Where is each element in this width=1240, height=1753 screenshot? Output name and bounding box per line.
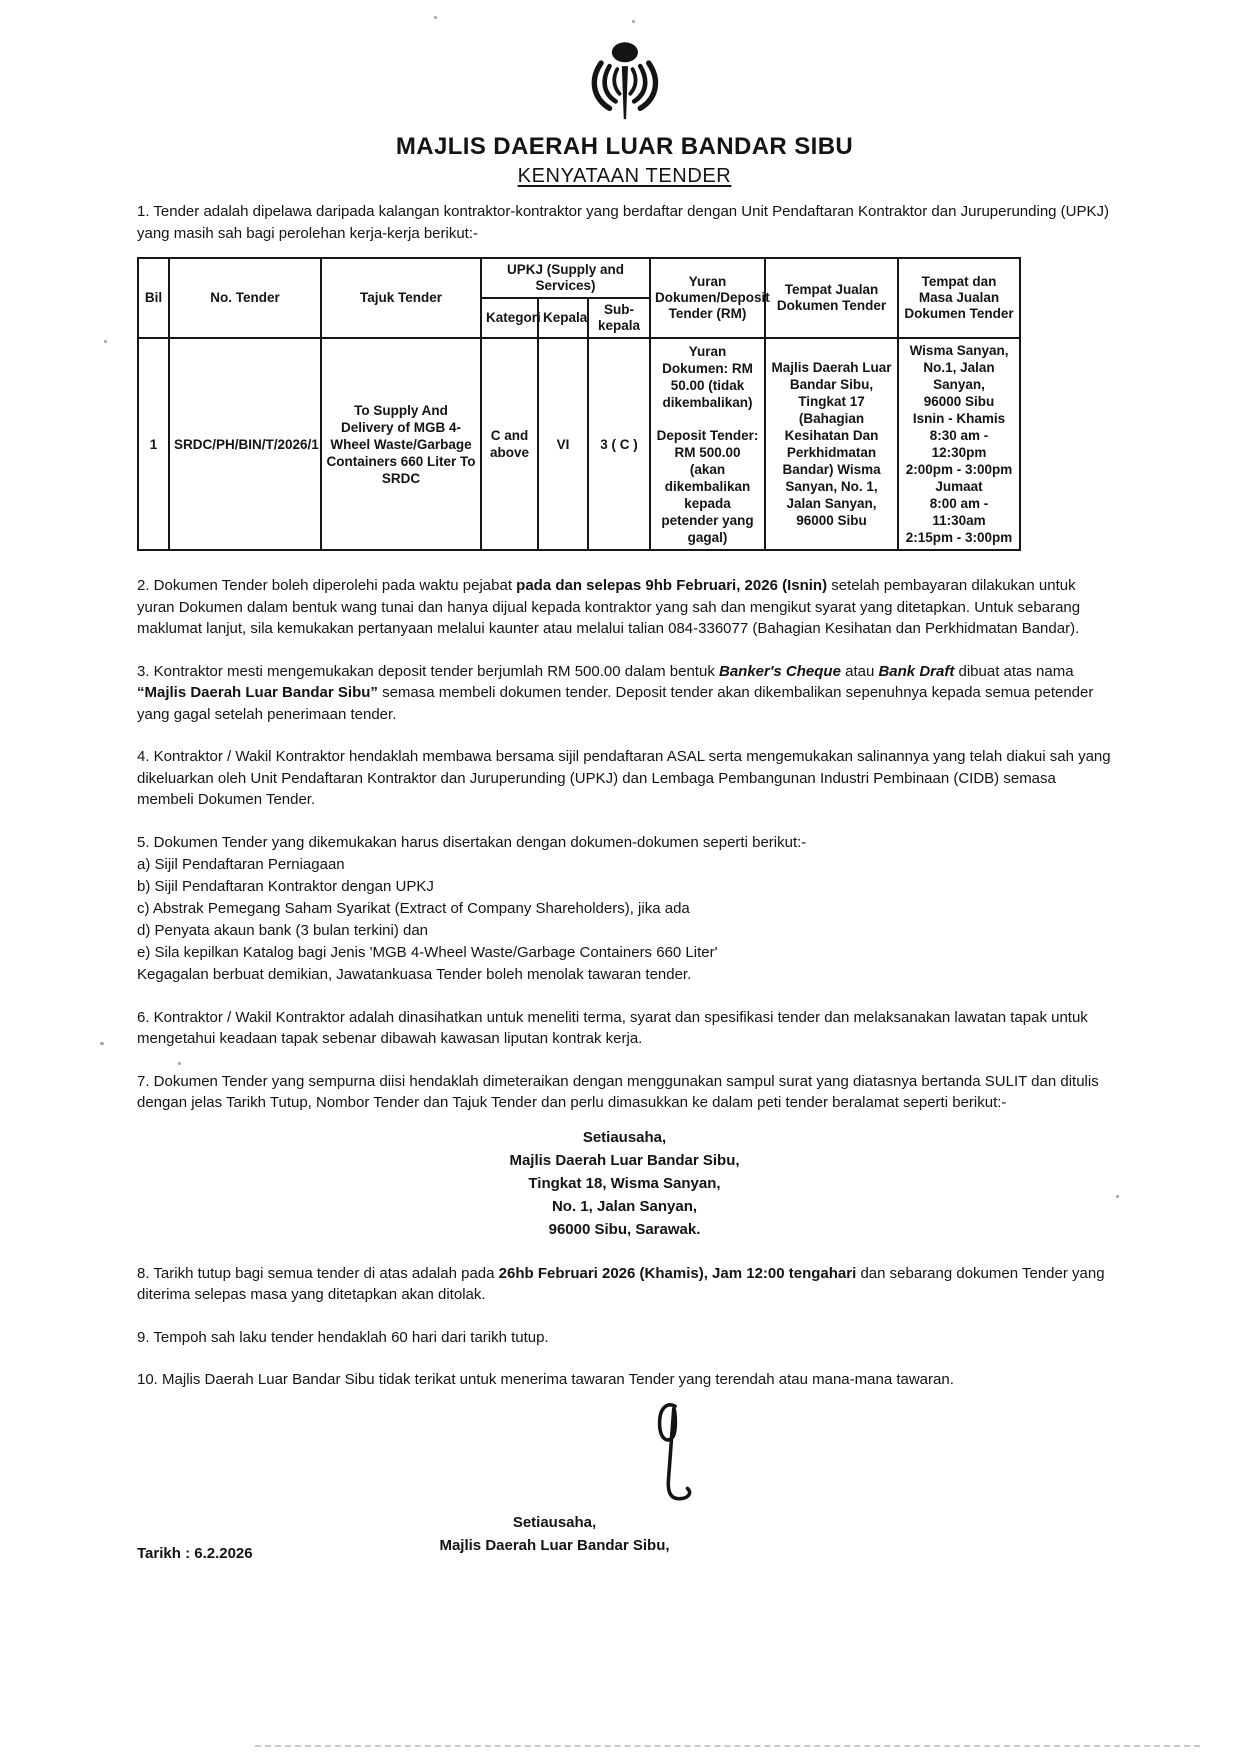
paragraph-6: 6. Kontraktor / Wakil Kontraktor adalah dinasihatkan untuk meneliti terma, syarat dan spesifikasi tender dan melaksanakan lawatan tapak untuk mengetahui keadaan tapak sebenar dibawah kawasan liputan kontrak kerja. xyxy=(137,1008,1088,1047)
scan-speck xyxy=(100,1042,104,1045)
col-header-sub-kepala: Sub-kepala xyxy=(588,298,650,338)
cell-tempat-masa: Wisma Sanyan, No.1, Jalan Sanyan, 96000 Sibu Isnin - Khamis 8:30 am - 12:30pm 2:00pm - 3:00pm Jumaat 8:00 am - 11:30am 2:15pm - 3:00pm xyxy=(898,338,1020,550)
paragraph-2: 2. Dokumen Tender boleh diperolehi pada waktu pejabat pada dan selepas 9hb Februari, 2026 (Isnin) setelah pembayaran dilakukan untuk yuran Dokumen dalam bentuk wang tunai dan hanya dijual kepada kontraktor yang sah dan mengikut syarat yang ditetapkan. Untuk sebarang maklumat lanjut, sila kemukakan pertanyaan melalui kaunter atau melalui talian 084-336077 (Bahagian Kesihatan dan Perkhidmatan Bandar). xyxy=(137,577,1081,637)
yuran-dokumen-text: Yuran Dokumen: RM 50.00 (tidak dikembalikan) xyxy=(662,343,753,410)
scan-speck xyxy=(104,340,107,343)
document-title: KENYATAAN TENDER xyxy=(517,165,732,187)
col-header-kategori: Kategori xyxy=(481,298,538,338)
col-header-bil: Bil xyxy=(138,258,169,338)
scan-speck xyxy=(632,20,635,23)
signatory-title xyxy=(137,1511,972,1557)
scan-speck xyxy=(434,16,437,19)
col-header-no-tender: No. Tender xyxy=(169,258,321,338)
paragraph-9: 9. Tempoh sah laku tender hendaklah 60 hari dari tarikh tutup. xyxy=(137,1328,549,1346)
cell-sub-kepala: 3 ( C ) xyxy=(588,338,650,550)
col-header-upkj-group: UPKJ (Supply and Services) xyxy=(481,258,650,298)
deposit-tender-text: Deposit Tender: RM 500.00 (akan dikembalikan kepada petender yang gagal) xyxy=(656,427,759,545)
col-header-tempat-jualan: Tempat Jualan Dokumen Tender xyxy=(765,258,898,338)
tender-table xyxy=(137,257,1021,551)
paragraph-1: 1. Tender adalah dipelawa daripada kalangan kontraktor-kontraktor yang berdaftar dengan Unit Pendaftaran Kontraktor dan Juruperunding (UPKJ) yang masih sah bagi perolehan kerja-kerja berikut:- xyxy=(137,203,1110,242)
cell-tempat-jualan: Majlis Daerah Luar Bandar Sibu, Tingkat 17 (Bahagian Kesihatan Dan Perkhidmatan Bandar) Wisma Sanyan, No. 1, Jalan Sanyan, 96000 Sibu xyxy=(765,338,898,550)
signatory-line-2: Majlis Daerah Luar Bandar Sibu, xyxy=(439,1536,670,1554)
paragraph-5-intro: 5. Dokumen Tender yang dikemukakan harus disertakan dengan dokumen-dokumen seperti berikut:- xyxy=(137,833,807,851)
organization-name: MAJLIS DAERAH LUAR BANDAR SIBU xyxy=(395,133,854,160)
cell-tajuk-tender: To Supply And Delivery of MGB 4-Wheel Waste/Garbage Containers 660 Liter To SRDC xyxy=(321,338,481,550)
table-row xyxy=(138,338,1020,550)
paragraph-4: 4. Kontraktor / Wakil Kontraktor hendaklah membawa bersama sijil pendaftaran ASAL serta mengemukakan salinannya yang telah diakui sah yang dikeluarkan oleh Unit Pendaftaran Kontraktor dan Juruperunding (UPKJ) dan Lembaga Pembangunan Industri Pembinaan (CIDB) semasa membeli Dokumen Tender. xyxy=(137,748,1111,808)
cell-bil: 1 xyxy=(138,338,169,550)
document-date: Tarikh : 6.2.2026 xyxy=(137,1544,253,1562)
signature-icon xyxy=(635,1401,713,1511)
col-header-tempat-masa: Tempat dan Masa Jualan Dokumen Tender xyxy=(898,258,1020,338)
cell-yuran xyxy=(650,338,765,550)
cell-kepala: VI xyxy=(538,338,588,550)
handwritten-signature xyxy=(635,1401,713,1516)
signature-block xyxy=(137,1399,1112,1589)
cell-kategori: C and above xyxy=(481,338,538,550)
scan-speck xyxy=(1116,1195,1119,1198)
col-header-tajuk-tender: Tajuk Tender xyxy=(321,258,481,338)
paragraph-7: 7. Dokumen Tender yang sempurna diisi hendaklah dimeteraikan dengan menggunakan sampul surat yang diatasnya bertanda SULIT dan ditulis dengan jelas Tarikh Tutup, Nombor Tender dan Tajuk Tender dan perlu dimasukkan ke dalam peti tender beralamat seperti berikut:- xyxy=(137,1072,1099,1111)
cell-no-tender: SRDC/PH/BIN/T/2026/1 xyxy=(169,338,321,550)
paragraph-5 xyxy=(137,832,1112,986)
paragraph-10: 10. Majlis Daerah Luar Bandar Sibu tidak terikat untuk menerima tawaran Tender yang terendah atau mana-mana tawaran. xyxy=(137,1371,954,1388)
organization-logo xyxy=(137,40,1112,131)
paragraph-8: 8. Tarikh tutup bagi semua tender di atas adalah pada 26hb Februari 2026 (Khamis), Jam 12:00 tengahari dan sebarang dokumen Tender yang diterima selepas masa yang ditetapkan akan ditolak. xyxy=(137,1264,1105,1303)
signatory-line-1: Setiausaha, xyxy=(512,1513,597,1531)
paragraph-3: 3. Kontraktor mesti mengemukakan deposit tender berjumlah RM 500.00 dalam bentuk Banker's Cheque atau Bank Draft dibuat atas nama “Majlis Daerah Luar Bandar Sibu” semasa membeli dokumen tender. Deposit tender akan dikembalikan sepenuhnya kepada semua petender yang gagal setelah penerimaan tender. xyxy=(137,662,1094,723)
scan-noise-line xyxy=(255,1745,1200,1747)
scan-speck xyxy=(178,1062,181,1065)
col-header-kepala: Kepala xyxy=(538,298,588,338)
paragraph-5-closing: Kegagalan berbuat demikian, Jawatankuasa Tender boleh menolak tawaran tender. xyxy=(137,965,692,983)
col-header-yuran: Yuran Dokumen/Deposit Tender (RM) xyxy=(650,258,765,338)
tender-box-address: Setiausaha, Majlis Daerah Luar Bandar Sibu, Tingkat 18, Wisma Sanyan, No. 1, Jalan Sanyan, 96000 Sibu, Sarawak. xyxy=(509,1128,740,1238)
document-checklist: a) Sijil Pendaftaran Perniagaan b) Sijil Pendaftaran Kontraktor dengan UPKJ c) Abstrak Pemegang Saham Syarikat (Extract of Company Shareholders), jika ada d) Penyata akaun bank (3 bulan terkini) dan e) Sila kepilkan Katalog bagi Jenis 'MGB 4-Wheel Waste/Garbage Containers 660 Liter' xyxy=(137,855,718,961)
council-logo-icon xyxy=(575,40,675,126)
